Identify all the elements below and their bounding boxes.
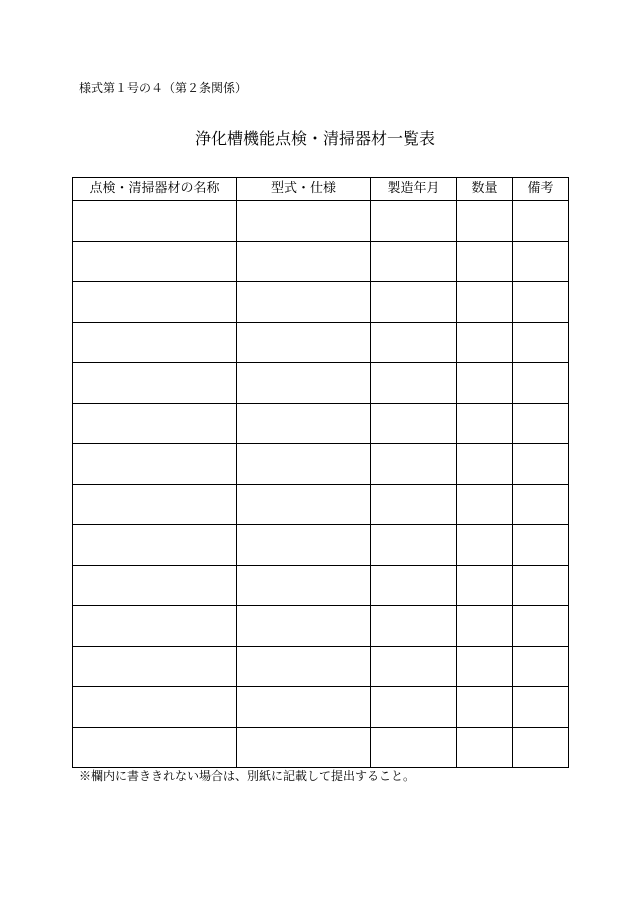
cell-model-spec [237, 606, 371, 647]
cell-quantity [457, 444, 513, 485]
cell-quantity [457, 606, 513, 647]
table-row [73, 363, 569, 404]
cell-equipment-name [73, 444, 237, 485]
cell-quantity [457, 241, 513, 282]
cell-manufacture-date [371, 484, 457, 525]
table-row [73, 646, 569, 687]
table-row [73, 687, 569, 728]
cell-quantity [457, 646, 513, 687]
column-header-equipment-name: 点検・清掃器材の名称 [73, 178, 237, 201]
table-body [73, 201, 569, 768]
cell-model-spec [237, 363, 371, 404]
table-header-row [73, 178, 569, 201]
cell-quantity [457, 525, 513, 566]
cell-equipment-name [73, 201, 237, 242]
cell-quantity [457, 403, 513, 444]
cell-remarks [513, 687, 569, 728]
cell-quantity [457, 484, 513, 525]
equipment-table [72, 177, 569, 768]
table-row [73, 201, 569, 242]
table-row [73, 322, 569, 363]
table-row [73, 444, 569, 485]
cell-model-spec [237, 403, 371, 444]
cell-equipment-name [73, 363, 237, 404]
cell-remarks [513, 201, 569, 242]
cell-quantity [457, 727, 513, 768]
cell-quantity [457, 282, 513, 323]
cell-remarks [513, 565, 569, 606]
cell-equipment-name [73, 646, 237, 687]
cell-quantity [457, 363, 513, 404]
column-header-manufacture-date: 製造年月 [371, 178, 457, 201]
cell-remarks [513, 403, 569, 444]
table-row [73, 606, 569, 647]
cell-equipment-name [73, 282, 237, 323]
cell-remarks [513, 484, 569, 525]
cell-manufacture-date [371, 322, 457, 363]
column-header-remarks: 備考 [513, 178, 569, 201]
cell-quantity [457, 322, 513, 363]
cell-remarks [513, 322, 569, 363]
cell-remarks [513, 525, 569, 566]
cell-manufacture-date [371, 727, 457, 768]
cell-remarks [513, 646, 569, 687]
cell-equipment-name [73, 403, 237, 444]
cell-manufacture-date [371, 525, 457, 566]
table-row [73, 727, 569, 768]
table-row [73, 282, 569, 323]
table-row [73, 484, 569, 525]
cell-manufacture-date [371, 687, 457, 728]
cell-model-spec [237, 727, 371, 768]
cell-remarks [513, 363, 569, 404]
footnote: ※欄内に書ききれない場合は、別紙に記載して提出すること。 [79, 769, 416, 783]
cell-manufacture-date [371, 606, 457, 647]
cell-equipment-name [73, 565, 237, 606]
cell-model-spec [237, 282, 371, 323]
cell-remarks [513, 241, 569, 282]
cell-equipment-name [73, 606, 237, 647]
cell-model-spec [237, 484, 371, 525]
cell-manufacture-date [371, 201, 457, 242]
cell-quantity [457, 201, 513, 242]
column-header-model-spec: 型式・仕様 [237, 178, 371, 201]
cell-manufacture-date [371, 282, 457, 323]
cell-remarks [513, 282, 569, 323]
cell-remarks [513, 444, 569, 485]
cell-equipment-name [73, 322, 237, 363]
cell-model-spec [237, 565, 371, 606]
cell-manufacture-date [371, 444, 457, 485]
cell-manufacture-date [371, 363, 457, 404]
cell-model-spec [237, 444, 371, 485]
cell-equipment-name [73, 687, 237, 728]
table-row [73, 565, 569, 606]
cell-model-spec [237, 241, 371, 282]
cell-quantity [457, 565, 513, 606]
cell-remarks [513, 606, 569, 647]
cell-equipment-name [73, 727, 237, 768]
cell-manufacture-date [371, 241, 457, 282]
cell-quantity [457, 687, 513, 728]
cell-model-spec [237, 322, 371, 363]
cell-remarks [513, 727, 569, 768]
cell-model-spec [237, 687, 371, 728]
cell-model-spec [237, 201, 371, 242]
cell-model-spec [237, 646, 371, 687]
column-header-quantity: 数量 [457, 178, 513, 201]
cell-manufacture-date [371, 565, 457, 606]
cell-manufacture-date [371, 646, 457, 687]
table-row [73, 403, 569, 444]
table-row [73, 525, 569, 566]
cell-equipment-name [73, 525, 237, 566]
page-title: 浄化槽機能点検・清掃器材一覧表 [194, 129, 435, 148]
cell-equipment-name [73, 484, 237, 525]
form-number-label: 様式第１号の４（第２条関係） [79, 81, 248, 95]
table-row [73, 241, 569, 282]
cell-manufacture-date [371, 403, 457, 444]
cell-equipment-name [73, 241, 237, 282]
cell-model-spec [237, 525, 371, 566]
